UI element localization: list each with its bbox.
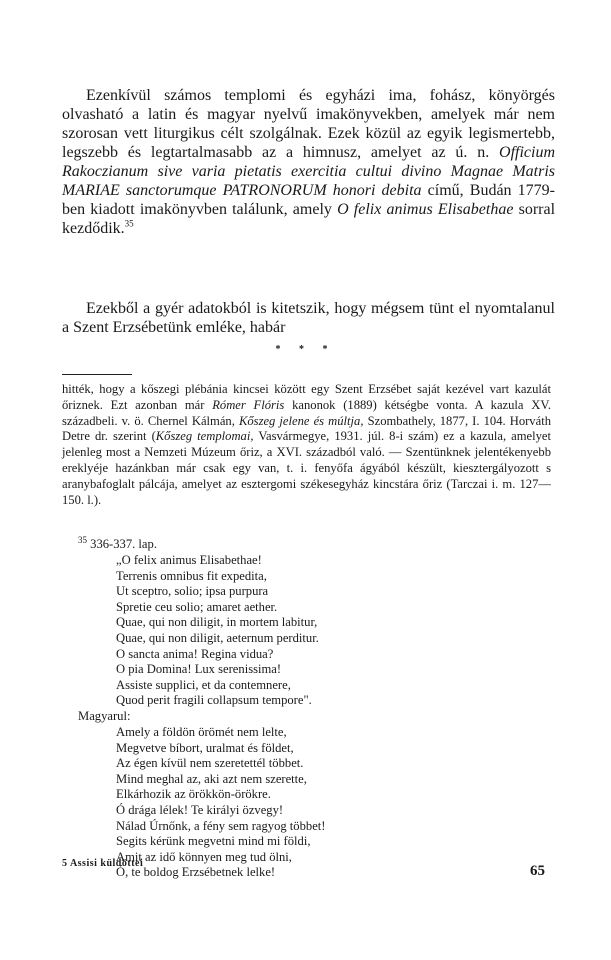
latin-poem-line: Quae, qui non diligit, aeternum perditur. <box>116 630 319 645</box>
hungarian-poem-line: Ó, te boldog Erzsébetnek lelke! <box>116 865 276 880</box>
footnote-rule <box>62 374 132 375</box>
magyarul-label: Magyarul: <box>78 709 131 723</box>
footnote-text <box>62 382 551 508</box>
signature-mark: 5 Assisi küldöttei <box>62 858 144 869</box>
latin-poem-line: Spretie ceu solio; amaret aether. <box>116 599 278 614</box>
hungarian-poem-line: Az égen kívül nem szeretettél többet. <box>116 756 304 771</box>
latin-poem-line: Quae, qui non diligit, in mortem labitur, <box>116 615 318 630</box>
main-text <box>62 86 555 238</box>
book-reference-2: Kőszeg templomai, <box>155 429 254 444</box>
hungarian-poem-line: Elkárhozik az örökkön-örökre. <box>116 787 271 802</box>
hungarian-poem-line: Nálad Úrnőnk, a fény sem ragyog többet! <box>116 818 326 833</box>
hungarian-poem-line: Segits kérünk megvetni mind mi földi, <box>116 834 311 849</box>
latin-poem-line: O pia Domina! Lux serenissima! <box>116 662 282 677</box>
latin-poem-line: Quod perit fragili collapsum tempore". <box>116 693 312 708</box>
book-reference-1: Kőszeg jelene és múltja, <box>238 413 364 428</box>
footnote-part-3: Szombathely, 1877, I. 104. Horváth Detre dr. szerint ( <box>62 413 551 444</box>
latin-poem-line: Assiste supplici, et da contemnere, <box>116 677 291 692</box>
latin-poem-line: O sancta anima! Regina vidua? <box>116 646 274 661</box>
footnote-marker: 35 <box>124 218 134 229</box>
footnote-35 <box>78 534 157 553</box>
footnote-reference: 336-337. lap. <box>90 537 157 551</box>
latin-poem-line: „O felix animus Elisabethae! <box>116 553 262 567</box>
hungarian-poem-line: Amely a földön örömét nem lelte, <box>116 725 287 739</box>
hungarian-poem-line: Amit az idő könnyen meg tud ölni, <box>116 849 292 864</box>
latin-poem-line: Ut sceptro, solio; ipsa purpura <box>116 584 269 599</box>
author-name: Rómer Flóris <box>212 397 285 412</box>
hungarian-poem-line: Mind meghal az, aki azt nem szerette, <box>116 771 307 786</box>
latin-poem-line: Terrenis omnibus fit expedita, <box>116 568 267 583</box>
footnote-part-2: kanonok (1889) kétségbe vonta. A kazula XV. századbeli. v. ö. Chernel Kálmán, <box>62 397 551 428</box>
footnote-part-1: hitték, hogy a kőszegi plébánia kincsei között egy Szent Erzsébet saját kezével vart kazulát őriznek. Ezt azonban már <box>62 382 551 412</box>
paragraph-1-intro: Ezenkívül számos templomi és egyházi ima, fohász, könyörgés olvasható a latin és magyar nyelvű imakönyvekben, amelyek már nem szorosan vett liturgikus célt szolgálnak. Ezek közül az egyik legismertebb, legszebb és legtartalmasabb az a himnusz, amelyet az ú. n. <box>62 87 555 161</box>
page-number: 65 <box>530 863 545 879</box>
hungarian-poem-line: Megvetve bíbort, uralmat és földet, <box>116 740 294 755</box>
latin-poem <box>116 553 319 709</box>
paragraph-1-end: sorral kezdődik. <box>62 201 556 237</box>
hymn-incipit: O felix animus Elisabethae <box>337 201 514 218</box>
hungarian-poem-line: Ó drága lélek! Te királyi özvegy! <box>116 802 284 817</box>
paragraph-1 <box>62 86 555 238</box>
footnote-part-4: Vasvármegye, 1931. júl. 8-i szám) ez a kazula, amelyet jelenleg most a Nemzeti Múzeum őriz, a XVI. századból való. — Szentünknek jelentékenyebb ereklyéje hazánkban már csak egy van, t. i. fenyőfa ágyából készült, kiesztergályozott s aranybafoglalt pálcája, amelyet az esztergomi székesegyház kincstára őriz (Tarczai i. m. 127—150. l.). <box>62 429 552 507</box>
paragraph-1-mid: című, Budán 1779-ben kiadott imakönyvben találunk, amely <box>62 182 556 218</box>
paragraph-2: Ezekből a gyér adatokból is kitetszik, hogy mégsem tünt el nyomtalanul a Szent Erzsébetünk emléke, habár <box>62 300 555 336</box>
hungarian-poem <box>116 725 325 881</box>
main-text-2 <box>62 299 555 337</box>
section-separator: * * * <box>275 344 336 355</box>
footnote-paragraph <box>62 382 551 508</box>
footnote-number: 35 <box>78 534 87 545</box>
book-title: Officium Rakoczianum sive varia pietatis exercitia cultui divino Magnae Matris MARIAE sanctorumque PATRONORUM honori debita <box>62 144 556 199</box>
